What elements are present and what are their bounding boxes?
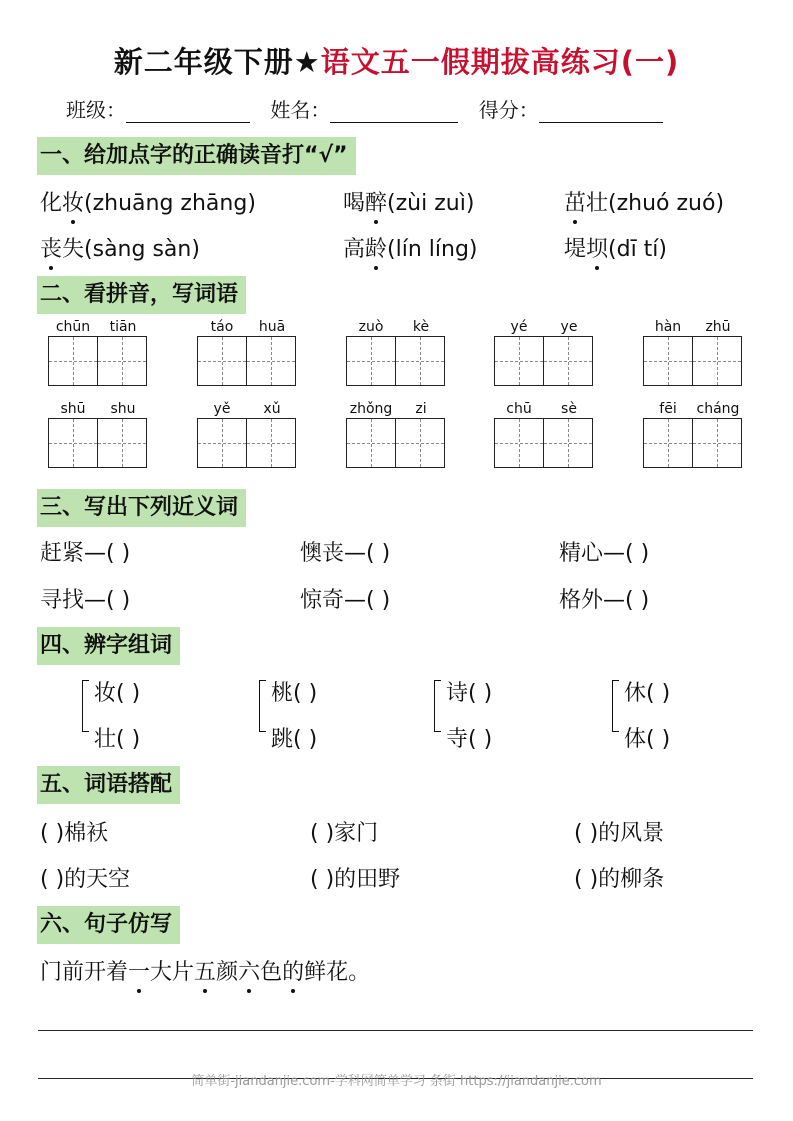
pinyin-labels [48,400,150,418]
collocation-item[interactable]: ( )的风景 [574,821,665,846]
pinyin-labels [197,400,299,418]
char-pair [259,676,399,752]
pinyin-syllable: yé [510,319,528,335]
sec1-item[interactable]: 丧失(sàng sàn) [40,232,200,263]
char-word-item[interactable]: 寺( ) [446,727,493,752]
pinyin-word-group [494,400,596,468]
writing-box[interactable] [197,418,247,468]
brace [259,680,266,732]
char-word-item[interactable]: 壮( ) [94,727,141,752]
writing-box[interactable] [395,336,445,386]
pinyin-syllable: zuò [358,319,384,335]
synonym-item[interactable]: 格外—( ) [559,588,650,613]
char-word-item[interactable]: 体( ) [624,727,671,752]
pinyin-syllable: zhū [705,319,731,335]
char-pair [82,676,222,752]
pinyin-word-group [197,318,299,386]
name-field[interactable] [330,100,458,123]
tianzige-boxes [48,418,150,468]
pinyin-word-group [346,318,448,386]
answer-line[interactable] [38,1030,753,1031]
tianzige-boxes [48,336,150,386]
sec1-item[interactable]: 堤坝(dī tí) [564,232,667,263]
pinyin-syllable: xǔ [263,401,281,417]
writing-box[interactable] [246,336,296,386]
class-label: 班级： [66,98,126,122]
pinyin-word-group [643,318,745,386]
writing-box[interactable] [197,336,247,386]
writing-box[interactable] [692,418,742,468]
pinyin-syllable: sè [561,401,577,417]
pinyin-word-group [494,318,596,386]
pinyin-labels [346,400,448,418]
pinyin-word-group [48,318,150,386]
pinyin-syllable: ye [560,319,578,335]
sec5-row-1 [40,816,763,850]
pinyin-syllable: tiān [109,319,137,335]
pinyin-syllable: huā [258,319,286,335]
sec1-item[interactable]: 高龄(lín líng) [343,232,478,263]
char-word-item[interactable]: 休( ) [624,681,671,706]
char-pair [612,676,752,752]
title-subject: 语文五一假期拔高练习(一) [320,45,680,79]
writing-box[interactable] [346,336,396,386]
collocation-item[interactable]: ( )的天空 [40,867,131,892]
student-info-row [66,94,733,128]
tianzige-boxes [643,336,745,386]
tianzige-boxes [494,336,596,386]
class-field[interactable] [126,100,250,123]
collocation-item[interactable]: ( )的田野 [310,867,401,892]
writing-box[interactable] [97,418,147,468]
pinyin-labels [643,318,745,336]
pinyin-syllable: zi [415,401,427,417]
section-4-heading: 四、辨字组词 [37,627,180,665]
tianzige-boxes [197,336,299,386]
title-grade: 新二年级下册★ [113,45,321,79]
section-6-heading: 六、句子仿写 [37,906,180,944]
brace [612,680,619,732]
section-1-heading: 一、给加点字的正确读音打“√” [37,137,356,175]
pinyin-labels [197,318,299,336]
sec1-row-2 [40,232,763,266]
writing-box[interactable] [543,336,593,386]
pinyin-word-group [346,400,448,468]
synonym-item[interactable]: 懊丧—( ) [300,541,391,566]
writing-box[interactable] [48,418,98,468]
footer-watermark: 简单街-jiandanjie.com-学科网简单学习 条街 https://jiandanjie.com [191,1074,602,1089]
brace [434,680,441,732]
section-5-heading: 五、词语搭配 [37,766,180,804]
sec3-row-1 [40,536,763,570]
sec1-item[interactable]: 茁壮(zhuó zuó) [564,186,724,217]
writing-box[interactable] [692,336,742,386]
pinyin-syllable: cháng [696,401,740,417]
section-2-heading: 二、看拼音，写词语 [37,276,246,314]
pinyin-syllable: shu [110,401,136,417]
pinyin-syllable: yě [213,401,231,417]
writing-box[interactable] [494,418,544,468]
writing-box[interactable] [643,418,693,468]
tianzige-boxes [494,418,596,468]
writing-box[interactable] [543,418,593,468]
pinyin-labels [48,318,150,336]
pinyin-syllable: kè [412,319,430,335]
score-field[interactable] [539,100,663,123]
sec3-row-2 [40,583,763,617]
name-label: 姓名： [270,98,331,122]
pinyin-syllable: fēi [659,401,677,417]
synonym-item[interactable]: 赶紧—( ) [40,541,131,566]
synonym-item[interactable]: 精心—( ) [559,541,650,566]
pinyin-word-group [197,400,299,468]
pinyin-labels [346,318,448,336]
pinyin-labels [494,400,596,418]
page-title [0,40,793,81]
model-sentence: 门前开着一大片五颜六色的鲜花。 [40,955,763,989]
tianzige-boxes [197,418,299,468]
sec1-row-1 [40,186,763,220]
tianzige-boxes [346,336,448,386]
score-label: 得分： [478,98,539,122]
writing-box[interactable] [643,336,693,386]
tianzige-boxes [643,418,745,468]
pinyin-labels [643,400,745,418]
synonym-item[interactable]: 寻找—( ) [40,588,131,613]
pinyin-labels [494,318,596,336]
pinyin-word-group [48,400,150,468]
writing-box[interactable] [246,418,296,468]
brace [82,680,89,732]
char-word-item[interactable]: 桃( ) [271,681,318,706]
collocation-item[interactable]: ( )棉袄 [40,821,109,846]
synonym-item[interactable]: 惊奇—( ) [300,588,391,613]
pinyin-syllable: chū [506,401,532,417]
writing-box[interactable] [346,418,396,468]
pinyin-syllable: táo [210,319,234,335]
tianzige-boxes [346,418,448,468]
pinyin-syllable: shū [60,401,86,417]
pinyin-syllable: zhǒng [349,401,393,417]
sec1-item[interactable]: 喝醉(zùi zuì) [343,186,474,217]
pinyin-syllable: hàn [654,319,682,335]
writing-box[interactable] [97,336,147,386]
sec5-row-2 [40,862,763,896]
collocation-item[interactable]: ( )家门 [310,821,379,846]
char-word-item[interactable]: 诗( ) [446,681,493,706]
pinyin-syllable: chūn [55,319,91,335]
collocation-item[interactable]: ( )的柳条 [574,867,665,892]
section-3-heading: 三、写出下列近义词 [37,489,246,527]
writing-box[interactable] [48,336,98,386]
char-pair [434,676,574,752]
char-word-item[interactable]: 跳( ) [271,727,318,752]
char-word-item[interactable]: 妆( ) [94,681,141,706]
writing-box[interactable] [494,336,544,386]
pinyin-word-group [643,400,745,468]
writing-box[interactable] [395,418,445,468]
sec1-item[interactable]: 化妆(zhuāng zhāng) [40,186,256,217]
